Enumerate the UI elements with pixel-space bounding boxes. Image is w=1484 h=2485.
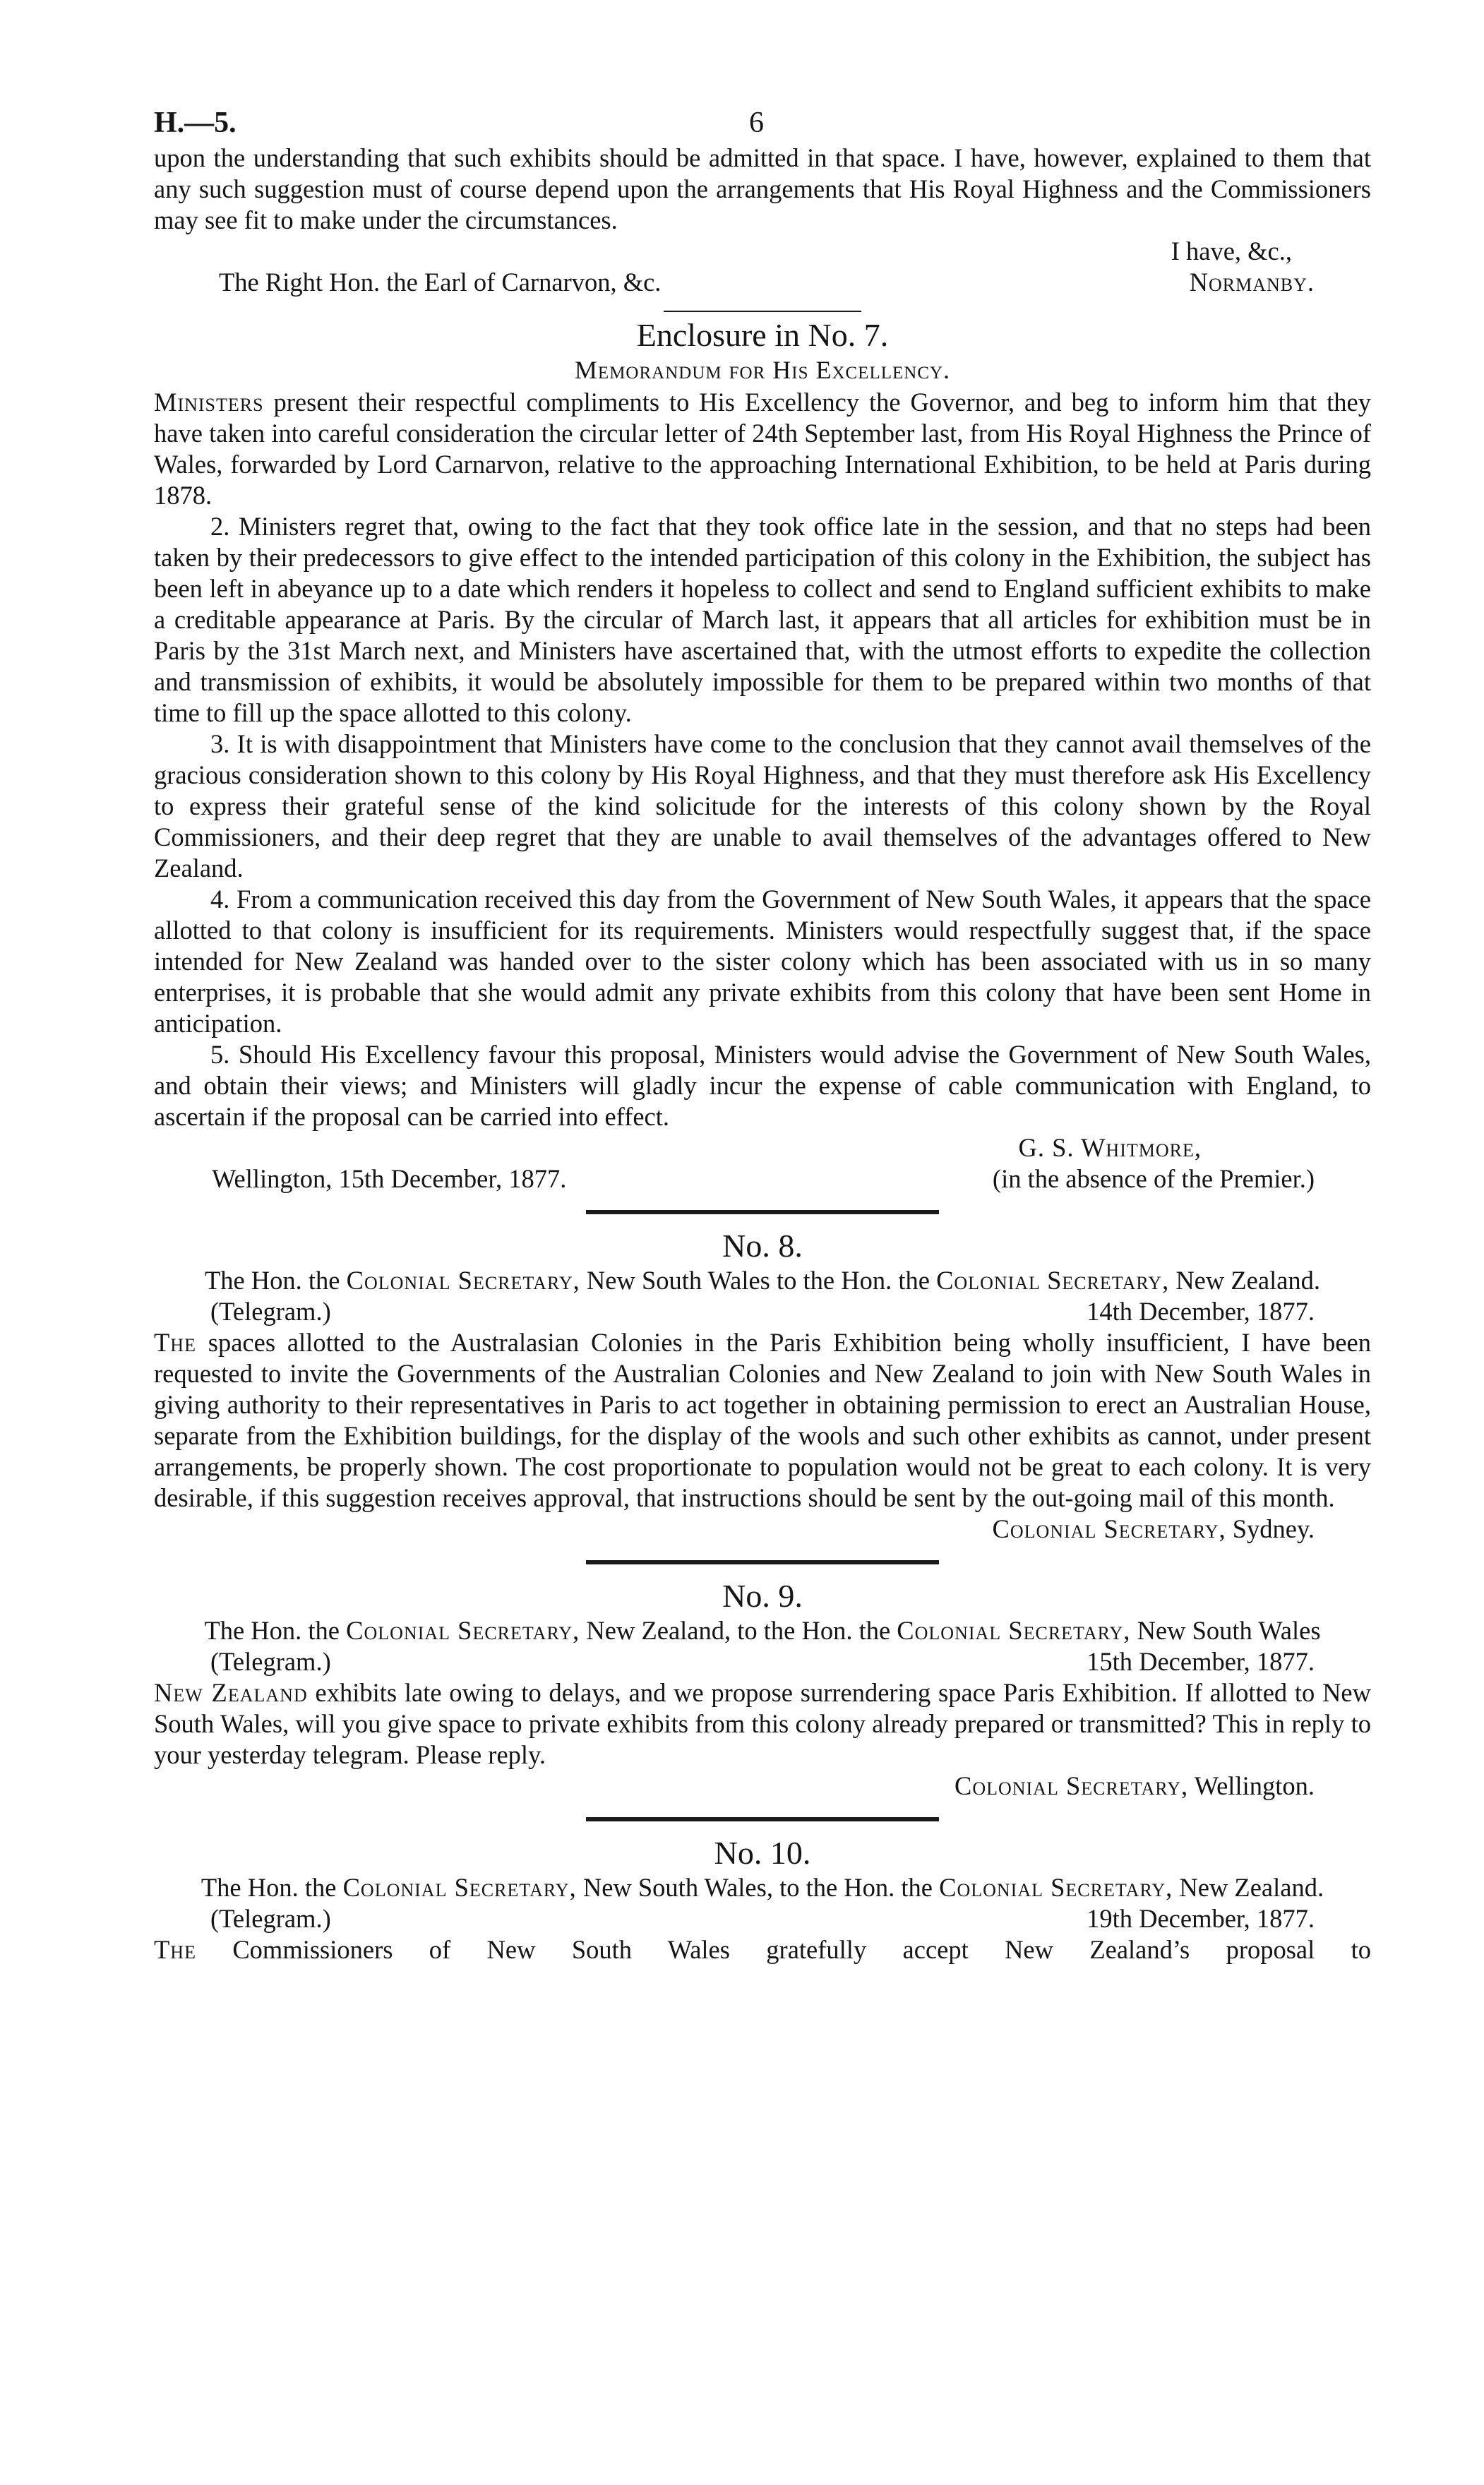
- no9-body: New Zealand exhibits late owing to delays, and we propose surrendering space Paris Exhibition. If allotted to New South Wales, will you give space to private exhibits from this colony already prepared or transmitted? This in reply to your yesterday telegram. Please reply.: [154, 1678, 1371, 1769]
- no10-body: The Commissioners of New South Wales gratefully accept New Zealand’s proposal to: [154, 1935, 1372, 1964]
- telegram-date: 19th December, 1877.: [1087, 1904, 1315, 1933]
- enclosure-heading: Enclosure in No. 7.: [636, 317, 889, 353]
- signature-whitmore: G. S. Whitmore,: [1018, 1133, 1202, 1162]
- document-reference: H.—5.: [154, 107, 237, 139]
- page-header: [154, 99, 1371, 143]
- no10-address: The Hon. the Colonial Secretary, New South Wales, to the Hon. the Colonial Secretary, New Zealand.: [201, 1873, 1324, 1902]
- continuation-section: [154, 143, 1371, 298]
- signature-note: (in the absence of the Premier.): [992, 1164, 1315, 1193]
- no9-signature: Colonial Secretary, Wellington.: [954, 1771, 1315, 1800]
- divider: [664, 311, 861, 312]
- telegram-date: 15th December, 1877.: [1087, 1647, 1315, 1676]
- enclosure-paragraph-5: 5. Should His Excellency favour this proposal, Ministers would advise the Government of New South Wales, and obtain their views; and Ministers will gladly incur the expense of cable communication with England, to ascertain if the proposal can be carried into effect.: [154, 1040, 1371, 1131]
- closing-line: I have, &c.,: [1171, 236, 1292, 265]
- page-number: 6: [749, 107, 764, 139]
- place-date: Wellington, 15th December, 1877.: [212, 1164, 567, 1193]
- telegram-label: (Telegram.): [210, 1647, 331, 1676]
- telegram-label: (Telegram.): [210, 1904, 331, 1933]
- divider: [586, 1817, 939, 1821]
- memorandum-title: Memorandum for His Excellency.: [574, 356, 951, 384]
- no9-heading: No. 9.: [722, 1578, 803, 1614]
- enclosure-paragraph-3: 3. It is with disappointment that Ministers have come to the conclusion that they cannot avail themselves of the gracious consideration shown to this colony by His Royal Highness, and that they must therefore ask His Excellency to express their grateful sense of the kind solicitude for the interests of this colony shown by the Royal Commissioners, and their deep regret that they are unable to avail themselves of the advantages offered to New Zealand.: [154, 729, 1371, 882]
- signature-normanby: Normanby.: [1189, 268, 1315, 297]
- enclosure-paragraph-2: 2. Ministers regret that, owing to the fact that they took office late in the session, and that no steps had been taken by their predecessors to give effect to the intended participation of this colony in the Exhibition, the subject has been left in abeyance up to a date which renders it hopeless to collect and send to England sufficient exhibits to make a creditable appearance at Paris. By the circular of March last, it appears that all articles for exhibition must be in Paris by the 31st March next, and Ministers have ascertained that, with the utmost efforts to expedite the collection and transmission of exhibits, it would be absolutely impossible for them to be prepared within two months of that time to fill up the space allotted to this colony.: [154, 512, 1371, 727]
- paragraph-lead: Ministers: [154, 388, 264, 417]
- enclosure-paragraph-4: 4. From a communication received this day from the Government of New South Wales, it appears that the space allotted to that colony is insufficient for its requirements. Ministers would respectfully suggest that, if the space intended for New Zealand was handed over to the sister colony which has been associated with us in so many enterprises, it is probable that she would admit any private exhibits from this colony that have been sent Home in anticipation.: [154, 885, 1371, 1038]
- continuation-paragraph: upon the understanding that such exhibits should be admitted in that space. I have, however, explained to them that any such suggestion must of course depend upon the arrangements that His Royal Highness and the Commissioners may see fit to make under the circumstances.: [154, 143, 1371, 234]
- addressee: The Right Hon. the Earl of Carnarvon, &c.: [219, 268, 662, 297]
- no9-section: [154, 1577, 1371, 1802]
- telegram-label: (Telegram.): [210, 1297, 331, 1326]
- no10-section: [154, 1834, 1371, 1965]
- no8-section: [154, 1227, 1371, 1545]
- telegram-date: 14th December, 1877.: [1087, 1297, 1315, 1326]
- enclosure-paragraph-1: Ministers present their respectful compliments to His Excellency the Governor, and beg to inform him that they have taken into careful consideration the circular letter of 24th September last, from His Royal Highness the Prince of Wales, forwarded by Lord Carnarvon, relative to the approaching International Exhibition, to be held at Paris during 1878.: [154, 388, 1371, 510]
- no8-body: The spaces allotted to the Australasian Colonies in the Paris Exhibition being wholly insufficient, I have been requested to invite the Governments of the Australian Colonies and New Zealand to join with New South Wales in giving authority to their representatives in Paris to act together in obtaining permission to erect an Australian House, separate from the Exhibition buildings, for the display of the wools and such other exhibits as cannot, under present arrangements, be properly shown. The cost proportionate to population would not be great to each colony. It is very desirable, if this suggestion receives approval, that instructions should be sent by the out-going mail of this month.: [154, 1328, 1371, 1512]
- no8-address: The Hon. the Colonial Secretary, New South Wales to the Hon. the Colonial Secretary, New Zealand.: [204, 1266, 1321, 1295]
- no10-heading: No. 10.: [714, 1835, 811, 1871]
- divider: [586, 1210, 939, 1214]
- divider: [586, 1560, 939, 1564]
- enclosure-section: [154, 316, 1371, 1194]
- no8-signature: Colonial Secretary, Sydney.: [992, 1514, 1315, 1543]
- no9-address: The Hon. the Colonial Secretary, New Zealand, to the Hon. the Colonial Secretary, New South Wales: [204, 1616, 1321, 1645]
- no8-heading: No. 8.: [722, 1228, 803, 1264]
